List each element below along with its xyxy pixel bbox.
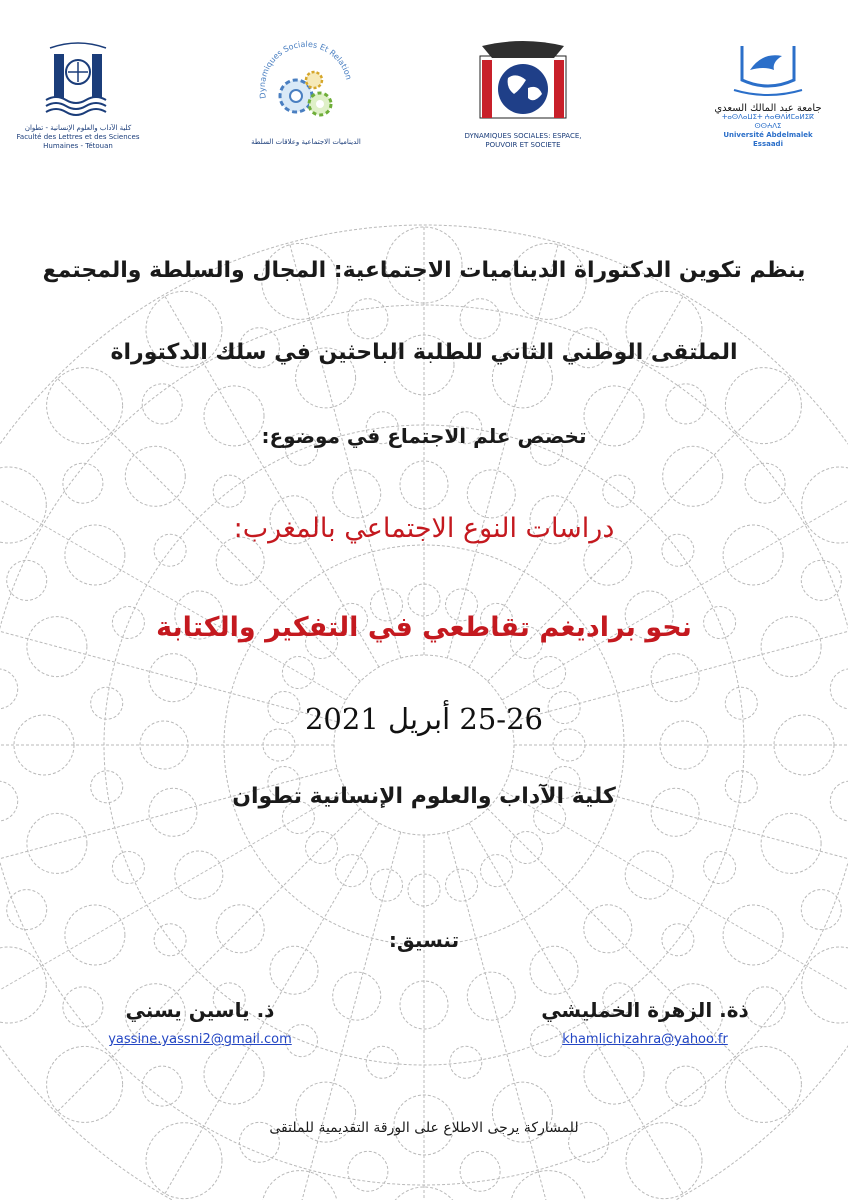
coordinator-1	[500, 998, 790, 1047]
faculty-logo	[16, 38, 140, 151]
specialty-line: تخصص علم الاجتماع في موضوع:	[261, 424, 587, 448]
coordinator-2	[60, 998, 340, 1047]
title-line-1: دراسات النوع الاجتماعي بالمغرب:	[233, 513, 615, 544]
faculty-caption-fr: Faculté des Lettres et des Sciences Humaines - Tétouan	[16, 133, 140, 150]
coordinator-1-name: ذة. الزهرة الخمليشي	[541, 998, 749, 1022]
event-line: الملتقى الوطني الثاني للطلبة الباحثين في سلك الدكتوراة	[110, 340, 738, 365]
university-name-ar: جامعة عبد المالك السعدي	[714, 103, 822, 114]
doctoral-caption: DYNAMIQUES SOCIALES: ESPACE, POUVOIR ET SOCIETE	[464, 132, 582, 149]
university-name-tz: ⵜⴰⵙⴷⴰⵡⵉⵜ ⵄⴰⴱⴷⵍⵎⴰⵍⵉⴽ ⵙⵙⵄⴷⵉ	[721, 113, 815, 130]
venue: كلية الآداب والعلوم الإنسانية تطوان	[232, 784, 616, 809]
university-logo	[712, 40, 824, 149]
coordinator-2-name: ذ. ياسين يسني	[125, 998, 275, 1022]
coordinator-2-email-link[interactable]: yassine.yassni2@gmail.com	[108, 1032, 292, 1047]
organizer-line: ينظم تكوين الدكتوراة الديناميات الاجتماعية: المجال والسلطة والمجتمع	[42, 258, 806, 283]
lab-logo	[236, 38, 376, 147]
coordination-label: تنسيق:	[388, 928, 460, 952]
faculty-caption: كلية الآداب والعلوم الإنسانية - تطوان	[24, 124, 132, 132]
dove-icon	[712, 40, 824, 100]
coordinator-1-email-link[interactable]: khamlichizahra@yahoo.fr	[562, 1032, 728, 1047]
faculty-emblem-icon	[16, 38, 140, 120]
title-line-2: نحو براديغم تقاطعي في التفكير والكتابة	[156, 612, 692, 643]
globe-emblem-icon	[458, 38, 588, 128]
lab-caption: الديناميات الاجتماعية وعلاقات السلطة	[251, 138, 361, 146]
footer-note: للمشاركة يرجى الاطلاع على الورقة التقديمية للملتقى	[269, 1120, 579, 1136]
doctoral-logo	[458, 38, 588, 150]
event-date: 25-26 أبريل 2021	[304, 702, 544, 736]
gears-icon	[236, 38, 376, 134]
university-name-fr: Université Abdelmalek Essaadi	[723, 131, 813, 148]
lab-ring-text: Dynamiques Sociales Et Relation	[257, 39, 354, 100]
